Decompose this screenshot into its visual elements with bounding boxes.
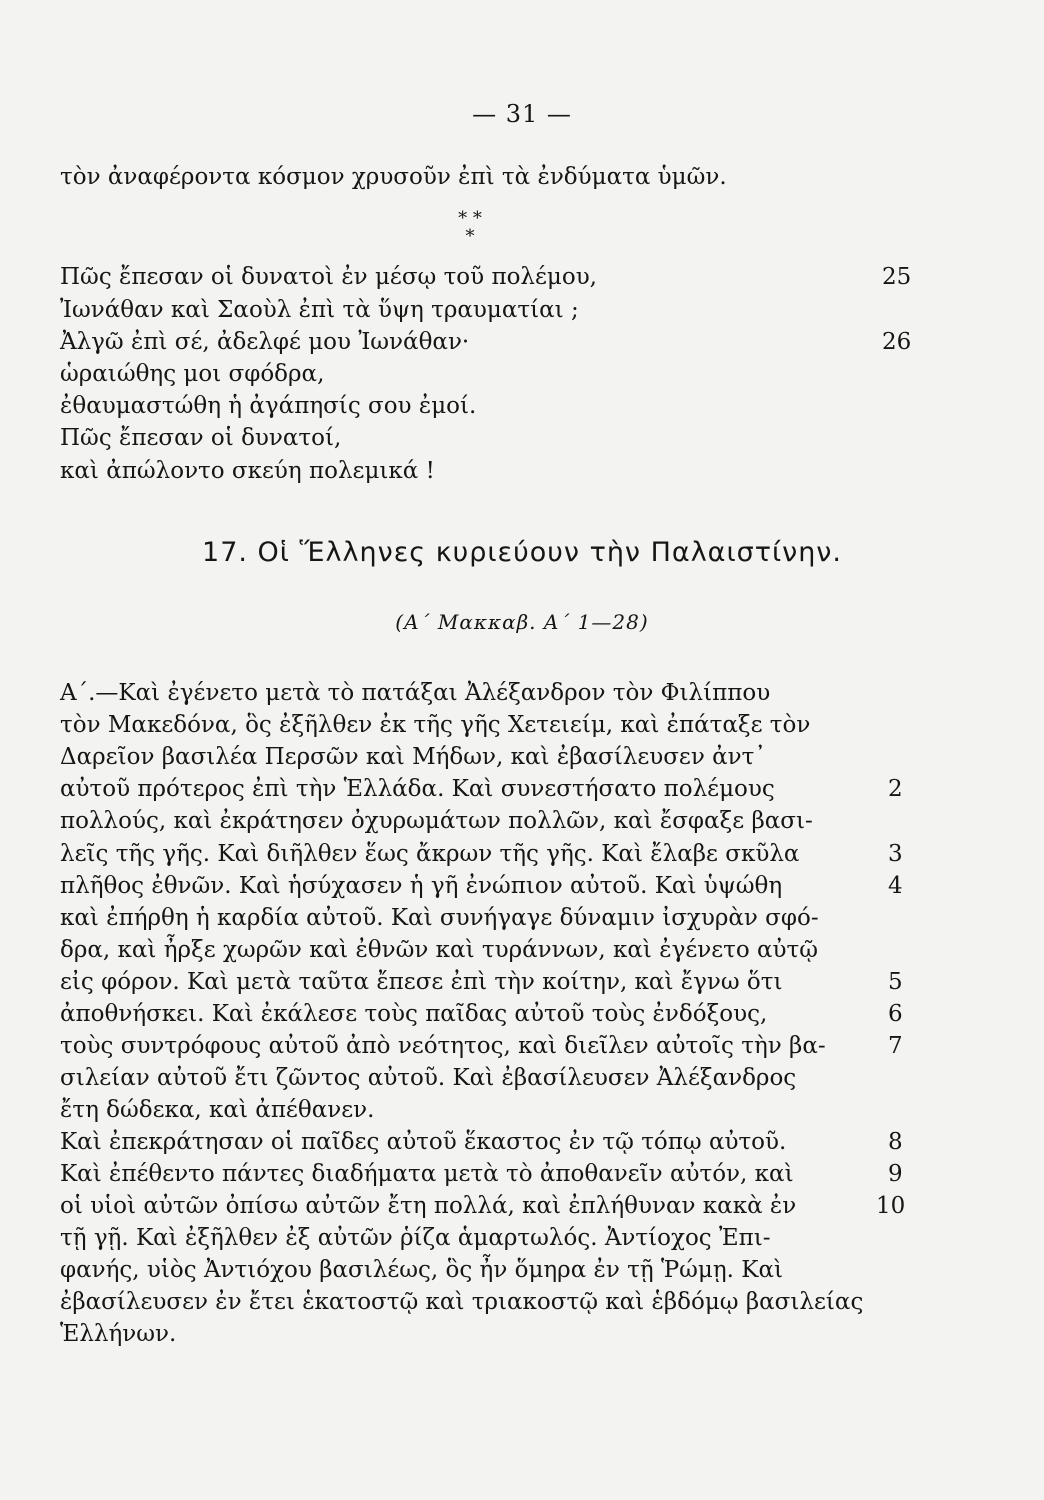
poem-line: ὡραιώθης μοι σφόδρα, [60, 361, 325, 387]
body-line: φανής, υἱὸς Ἀντιόχου βασιλέως, ὃς ἦν ὅμηρα ἐν τῇ Ῥώμῃ. Καὶ [60, 1257, 784, 1283]
section-separator-stars: * * * [458, 208, 482, 247]
body-line: τὸν Μακεδόνα, ὃς ἐξῆλθεν ἐκ τῆς γῆς Χετειείμ, καὶ ἐπάταξε τὸν [60, 712, 811, 738]
body-line: ἀποθνήσκει. Καὶ ἐκάλεσε τοὺς παῖδας αὐτοῦ τοὺς ἐνδόξους, [60, 1001, 768, 1027]
verse-number: 5 [888, 969, 903, 995]
body-line: πλῆθος ἐθνῶν. Καὶ ἡσύχασεν ἡ γῆ ἐνώπιον αὐτοῦ. Καὶ ὑψώθη [60, 873, 783, 899]
body-line: Ἑλλήνων. [60, 1321, 177, 1347]
body-line: λεῖς τῆς γῆς. Καὶ διῆλθεν ἕως ἄκρων τῆς γῆς. Καὶ ἔλαβε σκῦλα [60, 841, 800, 867]
body-line: εἰς φόρον. Καὶ μετὰ ταῦτα ἔπεσε ἐπὶ τὴν κοίτην, καὶ ἔγνω ὅτι [60, 969, 783, 995]
section-title: 17. Οἱ Ἕλληνες κυριεύουν τὴν Παλαιστίνην. [202, 537, 842, 568]
verse-number: 10 [876, 1193, 906, 1219]
page-number: — 31 — [472, 100, 572, 128]
body-line: τοὺς συντρόφους αὐτοῦ ἀπὸ νεότητος, καὶ διεῖλεν αὐτοῖς τὴν βα- [60, 1033, 826, 1059]
body-line: Δαρεῖον βασιλέα Περσῶν καὶ Μήδων, καὶ ἐβασίλευσεν ἀντ᾿ [60, 744, 766, 770]
verse-number: 4 [888, 873, 903, 899]
top-line: τὸν ἀναφέροντα κόσμον χρυσοῦν ἐπὶ τὰ ἐνδύματα ὑμῶν. [60, 164, 727, 190]
verse-number: 25 [882, 264, 912, 290]
poem-line: Ἰωνάθαν καὶ Σαοὺλ ἐπὶ τὰ ὕψη τραυματίαι ; [60, 297, 579, 323]
poem-line: Ἀλγῶ ἐπὶ σέ, ἀδελφέ μου Ἰωνάθαν· [60, 329, 470, 355]
body-line: δρα, καὶ ἦρξε χωρῶν καὶ ἐθνῶν καὶ τυράννων, καὶ ἐγένετο αὐτῷ [60, 937, 819, 963]
verse-number: 8 [888, 1129, 903, 1155]
body-line: σιλείαν αὐτοῦ ἔτι ζῶντος αὐτοῦ. Καὶ ἐβασίλευσεν Ἀλέξανδρος [60, 1065, 797, 1091]
poem-line: Πῶς ἔπεσαν οἱ δυνατοὶ ἐν μέσῳ τοῦ πολέμου, [60, 264, 597, 290]
poem-line: καὶ ἀπώλοντο σκεύη πολεμικά ! [60, 458, 435, 484]
verse-number: 26 [882, 329, 912, 355]
verse-number: 7 [888, 1033, 903, 1059]
body-line: τῇ γῇ. Καὶ ἐξῆλθεν ἐξ αὐτῶν ῥίζα ἁμαρτωλός. Ἀντίοχος Ἐπι- [60, 1225, 771, 1251]
verse-number: 2 [888, 776, 903, 802]
body-line: οἱ υἱοὶ αὐτῶν ὀπίσω αὐτῶν ἔτη πολλά, καὶ ἐπλήθυναν κακὰ ἐν [60, 1193, 797, 1219]
verse-number: 6 [888, 1001, 903, 1027]
poem-line: ἐθαυμαστώθη ἡ ἀγάπησίς σου ἐμοί. [60, 393, 477, 419]
body-line: Καὶ ἐπέθεντο πάντες διαδήματα μετὰ τὸ ἀποθανεῖν αὐτόν, καὶ [60, 1161, 794, 1187]
body-line: ἔτη δώδεκα, καὶ ἀπέθανεν. [60, 1097, 375, 1123]
body-line: ἐβασίλευσεν ἐν ἔτει ἑκατοστῷ καὶ τριακοστῷ καὶ ἑβδόμῳ βασιλείας [60, 1289, 864, 1315]
verse-number: 3 [888, 841, 903, 867]
body-line: Καὶ ἐπεκράτησαν οἱ παῖδες αὐτοῦ ἕκαστος ἐν τῷ τόπῳ αὐτοῦ. [60, 1129, 787, 1155]
verse-number: 9 [888, 1161, 903, 1187]
body-line: αὐτοῦ πρότερος ἐπὶ τὴν Ἑλλάδα. Καὶ συνεστήσατο πολέμους [60, 776, 775, 802]
poem-line: Πῶς ἔπεσαν οἱ δυνατοί, [60, 425, 342, 451]
body-line: πολλούς, καὶ ἐκράτησεν ὀχυρωμάτων πολλῶν, καὶ ἔσφαξε βασι- [60, 808, 813, 834]
section-reference: (Α΄ Μακκαβ. Α΄ 1—28) [395, 610, 649, 634]
body-line: καὶ ἐπήρθη ἡ καρδία αὐτοῦ. Καὶ συνήγαγε δύναμιν ἰσχυρὰν σφό- [60, 905, 819, 931]
body-line: Α΄.—Καὶ ἐγένετο μετὰ τὸ πατάξαι Ἀλέξανδρον τὸν Φιλίππου [60, 680, 771, 706]
